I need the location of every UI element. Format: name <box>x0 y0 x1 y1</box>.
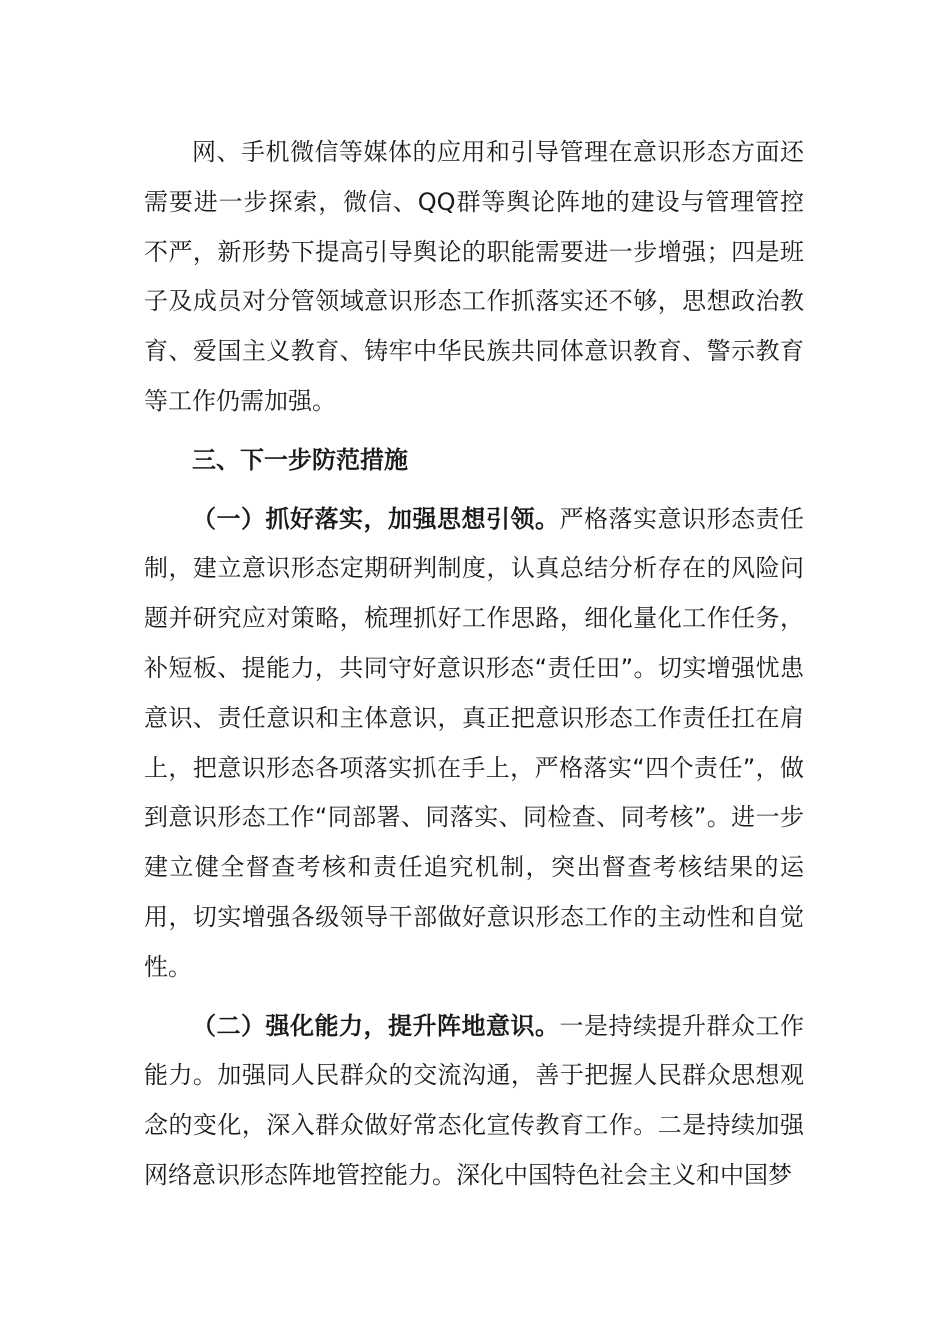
section-1-body: 严格落实意识形态责任制，建立意识形态定期研判制度，认真总结分析存在的风险问题并研究应对策略，梳理抓好工作思路，细化量化工作任务，补短板、提能力，共同守好意识形态“责任田”。切实增强忧患意识、责任意识和主体意识，真正把意识形态工作责任扛在肩上，把意识形态各项落实抓在手上，严格落实“四个责任”，做到意识形态工作“同部署、同落实、同检查、同考核”。进一步建立健全督查考核和责任追究机制，突出督查考核结果的运用，切实增强各级领导干部做好意识形态工作的主动性和自觉性。 <box>144 504 804 981</box>
paragraph-section-1 <box>144 495 804 993</box>
section-heading-three: 三、下一步防范措施 <box>192 445 408 474</box>
paragraph-continuation: 网、手机微信等媒体的应用和引导管理在意识形态方面还需要进一步探索，微信、QQ群等舆论阵地的建设与管理管控不严，新形势下提高引导舆论的职能需要进一步增强；四是班子及成员对分管领域意识形态工作抓落实还不够，思想政治教育、爱国主义教育、铸牢中华民族共同体意识教育、警示教育等工作仍需加强。 <box>144 138 804 415</box>
section-1-lead: （一）抓好落实，加强思想引领。 <box>192 504 560 533</box>
section-2-body: 一是持续提升群众工作能力。加强同人民群众的交流沟通，善于把握人民群众思想观念的变化，深入群众做好常态化宣传教育工作。二是持续加强网络意识形态阵地管控能力。深化中国特色社会主义和中国梦 <box>144 1011 804 1189</box>
paragraph-section-2 <box>144 1002 804 1201</box>
document-body <box>144 128 804 1201</box>
section-2-lead: （二）强化能力，提升阵地意识。 <box>192 1011 560 1040</box>
